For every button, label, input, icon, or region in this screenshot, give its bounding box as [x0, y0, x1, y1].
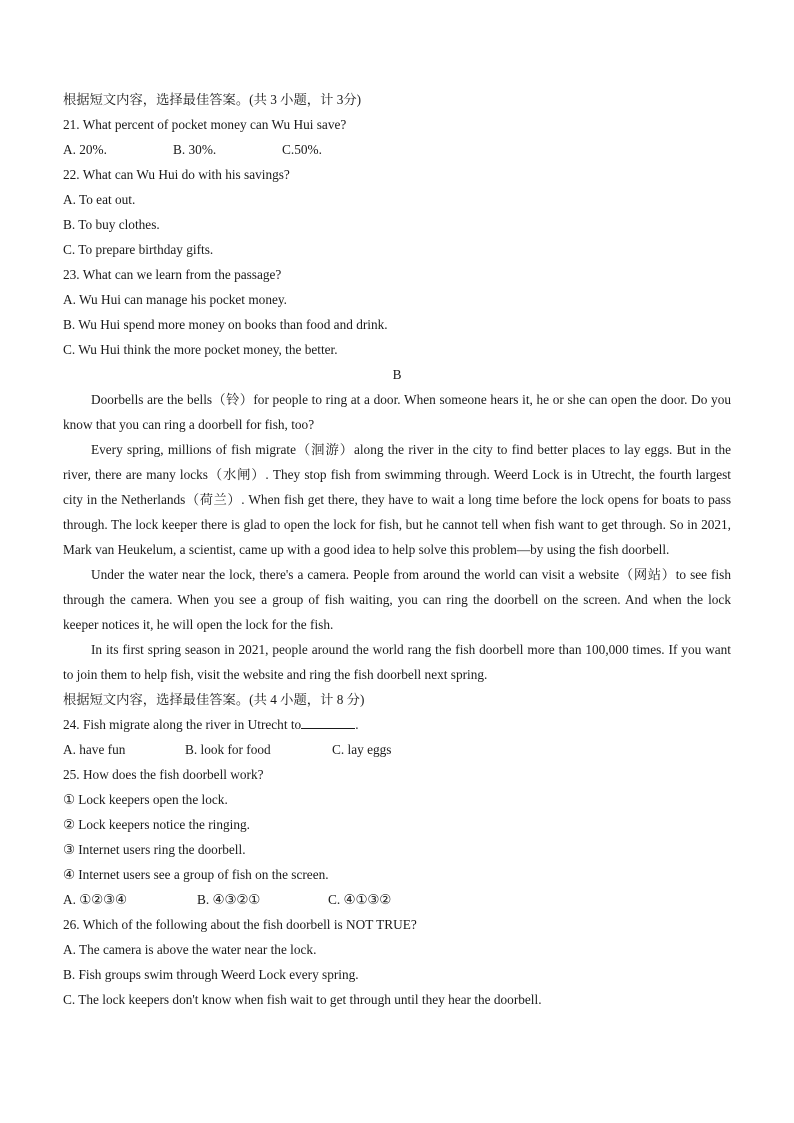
- option-a: A. The camera is above the water near the lock.: [63, 942, 317, 957]
- section-instruction: 根据短文内容，选择最佳答案。(共 3 小题，计 3分): [63, 92, 362, 107]
- question-25: 25. How does the fish doorbell work?: [63, 767, 264, 782]
- option-c: C. To prepare birthday gifts.: [63, 242, 214, 257]
- question-24-stem-end: .: [355, 717, 359, 732]
- option-a: A. To eat out.: [63, 192, 136, 207]
- option-b: B. Fish groups swim through Weerd Lock every spring.: [63, 967, 359, 982]
- document-content: [63, 87, 731, 1012]
- step-item: ④ Internet users see a group of fish on the screen.: [63, 867, 329, 882]
- question-24-stem: 24. Fish migrate along the river in Utrecht to: [63, 717, 302, 732]
- option-a: A. Wu Hui can manage his pocket money.: [63, 292, 287, 307]
- step-item: ② Lock keepers notice the ringing.: [63, 817, 250, 832]
- question-21: 21. What percent of pocket money can Wu Hui save?: [63, 117, 347, 132]
- passage-label: B: [392, 367, 402, 382]
- question-23: 23. What can we learn from the passage?: [63, 267, 282, 282]
- option-b: B. Wu Hui spend more money on books than food and drink.: [63, 317, 388, 332]
- question-21-options: [63, 137, 731, 162]
- question-24: [63, 712, 731, 737]
- option-a: A. have fun: [63, 742, 126, 757]
- answer-blank: [301, 715, 355, 729]
- option-b: B. ④③②①: [197, 892, 261, 907]
- step-item: ③ Internet users ring the doorbell.: [63, 842, 246, 857]
- option-c: C.50%.: [282, 142, 322, 157]
- option-c: C. The lock keepers don't know when fish wait to get through until they hear the doorbell.: [63, 992, 542, 1007]
- question-24-options: [63, 737, 731, 762]
- passage-paragraph: In its first spring season in 2021, people around the world rang the fish doorbell more than 100,000 times. If you want to join them to help fish, visit the website and ring the fish doorbell next spring.: [63, 642, 731, 682]
- passage-paragraph: Under the water near the lock, there's a camera. People from around the world can visit a website（网站）to see fish through the camera. When you see a group of fish waiting, you can ring the doorbell on the screen. And when the lock keeper notices it, he will open the lock for the fish.: [63, 567, 731, 632]
- option-c: C. lay eggs: [332, 742, 392, 757]
- option-b: B. 30%.: [173, 142, 217, 157]
- question-22: 22. What can Wu Hui do with his savings?: [63, 167, 290, 182]
- option-b: B. To buy clothes.: [63, 217, 160, 232]
- option-a: A. ①②③④: [63, 892, 127, 907]
- option-a: A. 20%.: [63, 142, 107, 157]
- passage-paragraph: Doorbells are the bells（铃）for people to ring at a door. When someone hears it, he or she can open the door. Do you know that you can ring a doorbell for fish, too?: [63, 392, 731, 432]
- option-c: C. ④①③②: [328, 892, 392, 907]
- option-c: C. Wu Hui think the more pocket money, the better.: [63, 342, 338, 357]
- question-25-options: [63, 887, 731, 912]
- step-item: ① Lock keepers open the lock.: [63, 792, 228, 807]
- section-instruction: 根据短文内容，选择最佳答案。(共 4 小题，计 8 分): [63, 692, 365, 707]
- question-26: 26. Which of the following about the fish doorbell is NOT TRUE?: [63, 917, 417, 932]
- option-b: B. look for food: [185, 742, 271, 757]
- passage-paragraph: Every spring, millions of fish migrate（洄游）along the river in the city to find better places to lay eggs. But in the river, there are many locks（水闸）. They stop fish from swimming through. Weerd Lock is in Utrecht, the fourth largest city in the Netherlands（荷兰）. When fish get there, they have to wait a long time before the lock opens for boats to pass through. The lock keeper there is glad to open the lock for fish, but he cannot tell when fish want to get through. So in 2021, Mark van Heukelum, a scientist, came up with a good idea to help solve this problem—by using the fish doorbell.: [63, 442, 731, 557]
